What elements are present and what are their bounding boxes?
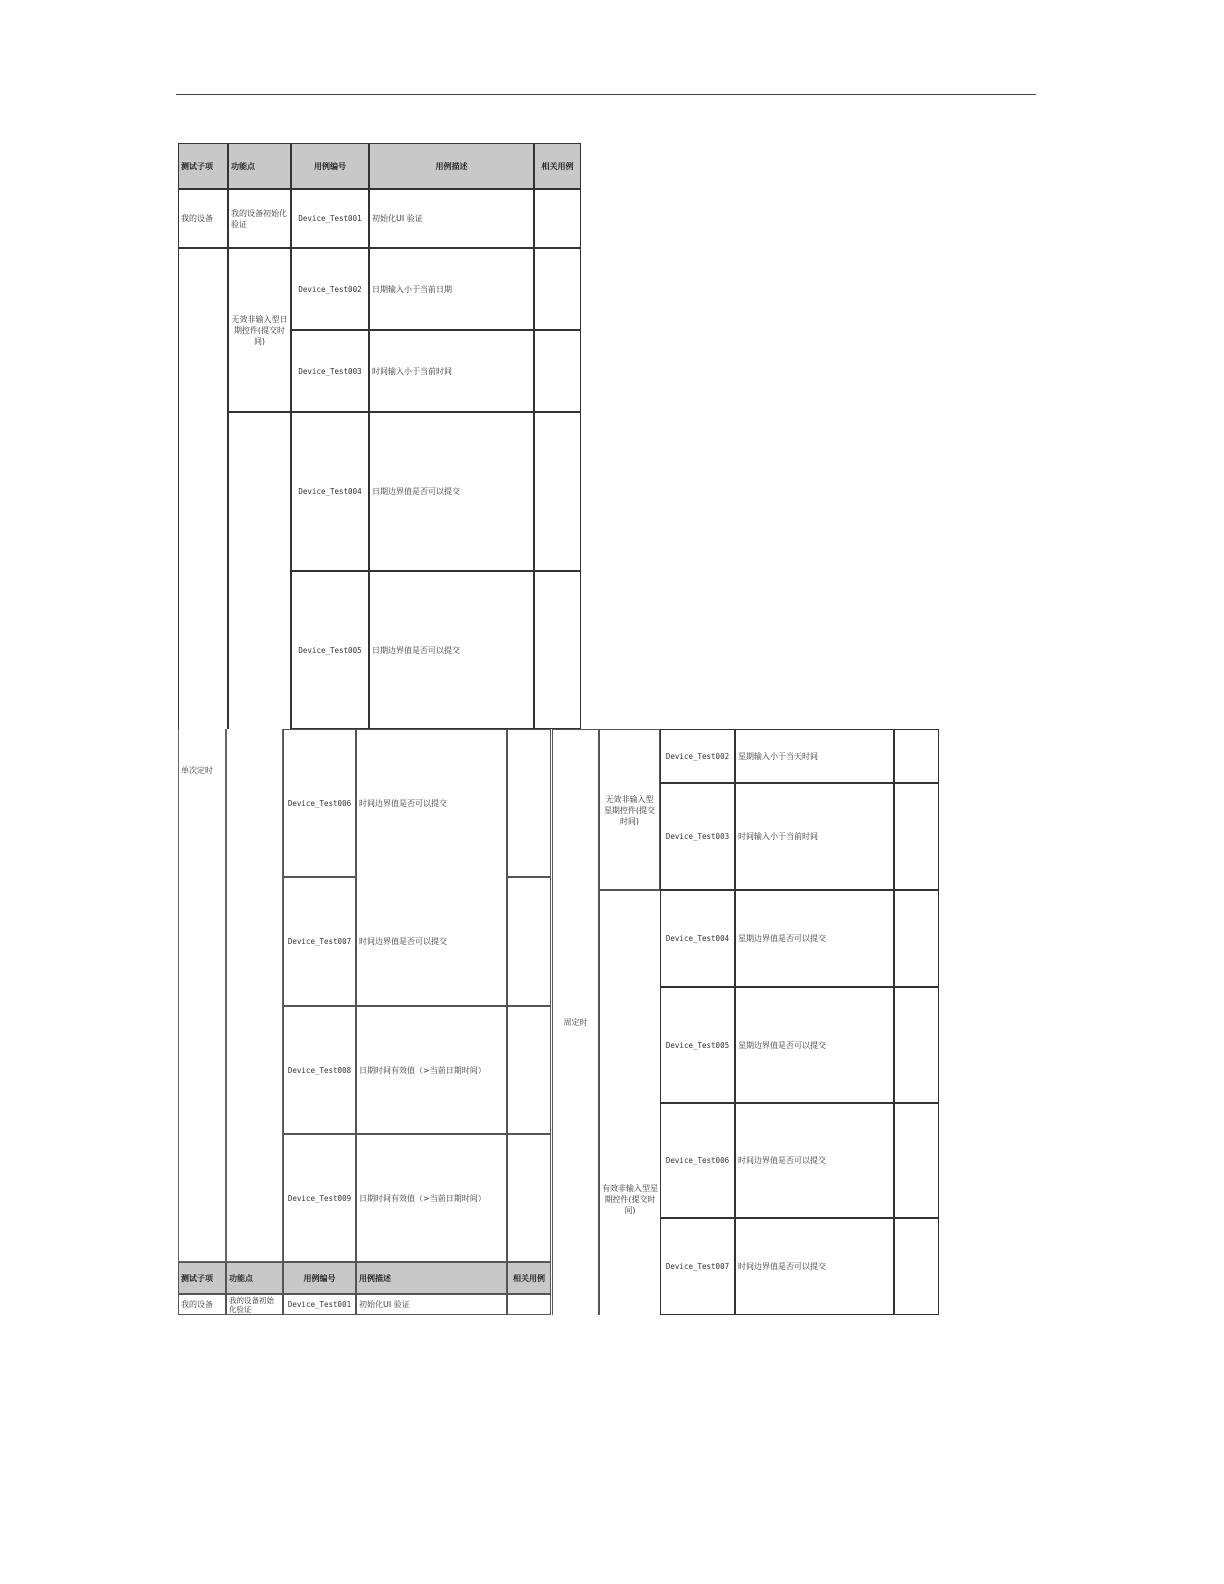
header-function-point: 功能点 [228, 143, 291, 189]
related-cell [534, 330, 581, 412]
case-desc: 时间边界值是否可以提交 [735, 1218, 894, 1315]
case-desc: 时间输入小于当前时间 [369, 330, 534, 412]
case-desc: 日期边界值是否可以提交 [369, 412, 534, 571]
related-cell [894, 729, 939, 783]
related-cell [894, 890, 939, 987]
page-header-rule [176, 94, 1036, 95]
case-desc: 星期输入小于当天时间 [735, 729, 894, 783]
related-cell [507, 1294, 551, 1315]
related-cell [507, 729, 551, 877]
case-desc: 日期边界值是否可以提交 [369, 571, 534, 729]
case-id: Device_Test007 [283, 877, 356, 1006]
header-sub-item: 测试子项 [178, 1262, 226, 1294]
case-id: Device_Test002 [660, 729, 735, 783]
related-cell [507, 877, 551, 1006]
case-desc: 日期时间有效值（>当前日期时间） [356, 1006, 507, 1134]
case-desc: 时间输入小于当前时间 [735, 783, 894, 890]
related-cell [534, 189, 581, 248]
case-desc: 初始化UI 验证 [369, 189, 534, 248]
header-related: 相关用例 [507, 1262, 551, 1294]
function-init-verify: 我的设备初始化验证 [228, 189, 291, 248]
case-id: Device_Test002 [291, 248, 369, 330]
related-cell [507, 1134, 551, 1262]
sub-item-my-device: 我的设备 [178, 1294, 226, 1315]
case-desc: 时间边界值是否可以提交 [735, 1103, 894, 1218]
function-invalid-date: 无效非输入型日期控件(提交时间) [228, 248, 291, 412]
function-empty-mid [226, 729, 283, 1262]
sub-item-col-top [178, 248, 228, 729]
sub-item-weekly-timer: 周定时 [552, 729, 599, 1315]
related-cell [894, 783, 939, 890]
case-id: Device_Test001 [283, 1294, 356, 1315]
header-related: 相关用例 [534, 143, 581, 189]
related-cell [534, 248, 581, 330]
related-cell [534, 412, 581, 571]
header-function-point: 功能点 [226, 1262, 283, 1294]
related-cell [894, 987, 939, 1103]
related-cell [894, 1218, 939, 1315]
function-init-verify: 我的设备初始化验证 [226, 1294, 283, 1315]
sub-item-my-device: 我的设备 [178, 189, 228, 248]
related-cell [534, 571, 581, 729]
case-id: Device_Test005 [291, 571, 369, 729]
sub-item-single-timer: 单次定时 [178, 729, 226, 1262]
case-id: Device_Test009 [283, 1134, 356, 1262]
header-case-id: 用例编号 [283, 1262, 356, 1294]
header-sub-item: 测试子项 [178, 143, 228, 189]
function-valid-week: 有效非输入型星期控件(提交时间) [599, 890, 660, 1315]
related-cell [894, 1103, 939, 1218]
case-desc: 初始化UI 验证 [356, 1294, 507, 1315]
case-id: Device_Test006 [660, 1103, 735, 1218]
case-desc: 日期时间有效值（>当前日期时间） [356, 1134, 507, 1262]
case-desc: 时间边界值是否可以提交 [356, 877, 507, 1006]
header-case-id: 用例编号 [291, 143, 369, 189]
case-id: Device_Test004 [291, 412, 369, 571]
case-id: Device_Test003 [660, 783, 735, 890]
header-case-desc: 用例描述 [369, 143, 534, 189]
case-id: Device_Test004 [660, 890, 735, 987]
case-desc: 时间边界值是否可以提交 [356, 729, 507, 877]
case-id: Device_Test007 [660, 1218, 735, 1315]
header-case-desc: 用例描述 [356, 1262, 507, 1294]
case-desc: 星期边界值是否可以提交 [735, 987, 894, 1103]
related-cell [507, 1006, 551, 1134]
function-invalid-week: 无效非输入型星期控件(提交时间) [599, 729, 660, 890]
case-id: Device_Test008 [283, 1006, 356, 1134]
function-empty [228, 412, 291, 729]
case-id: Device_Test005 [660, 987, 735, 1103]
case-id: Device_Test006 [283, 729, 356, 877]
case-id: Device_Test001 [291, 189, 369, 248]
case-desc: 日期输入小于当前日期 [369, 248, 534, 330]
case-id: Device_Test003 [291, 330, 369, 412]
case-desc: 星期边界值是否可以提交 [735, 890, 894, 987]
